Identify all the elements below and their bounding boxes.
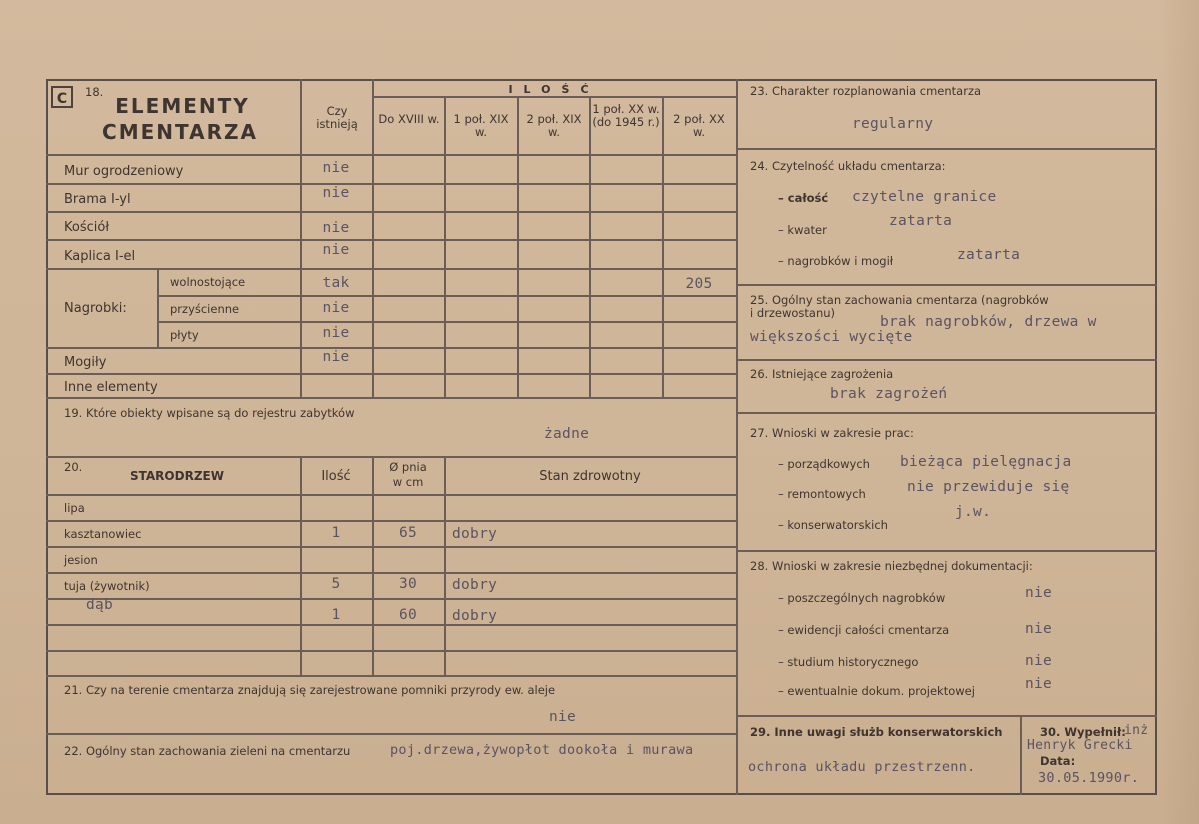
nagrobki-plyty-label: płyty [170,328,199,342]
nagrobki-plyty-value: nie [322,325,350,341]
q25-label-line-2: i drzewostanu) [750,306,836,320]
mogily-label: Mogiły [64,355,107,370]
q24-item-value-kwater: zatarta [889,213,953,229]
tree-qty-tuja: 5 [331,576,341,592]
inne-elementy-label: Inne elementy [64,380,158,395]
q21-label: 21. Czy na terenie cmentarza znajdują się zarejestrowane pomniki przyrody ew. aleje [64,683,556,697]
row-label-mur: Mur ogrodzeniowy [64,164,184,179]
q27-item-value-konserwatorskich: j.w. [955,504,992,520]
q28-item-label-2: – ewidencji całości cmentarza [778,623,950,637]
q28-item-label-3: – studium historycznego [778,655,919,669]
row-label-kosciol: Kościół [64,220,110,235]
q27-item-label-konserwatorskich: – konserwatorskich [778,518,888,532]
q26-label: 26. Istniejące zagrożenia [750,367,894,381]
q28-item-label-4: – ewentualnie dokum. projektowej [778,684,975,698]
q24-item-value-calosc: czytelne granice [852,189,997,205]
q24-item-value-nagrobkow: zatarta [957,247,1021,263]
q25-value-line-1: brak nagrobków, drzewa w [880,314,1097,330]
nagrobki-wolnostojace-label: wolnostojące [170,275,246,289]
tree-name-kasztanowiec: kasztanowiec [64,527,142,541]
q29-label: 29. Inne uwagi służb konserwatorskich [750,725,1003,739]
q19-label: 19. Które obiekty wpisane są do rejestru zabytków [64,406,355,420]
row-label-brama: Brama I-yl [64,192,131,207]
q28-item-value-1: nie [1025,585,1053,601]
q28-item-label-1: – poszczególnych nagrobków [778,591,946,605]
row-value-kosciol: nie [322,220,350,236]
row-value-mur: nie [322,160,350,176]
col-header-period-1: Do XVIII w. [378,112,440,126]
q25-value-line-2: większości wycięte [750,329,913,345]
q28-item-value-2: nie [1025,621,1053,637]
row-label-kaplica: Kaplica I-el [64,249,136,264]
col-header-period-4: 1 poł. XX w. (do 1945 r.) [592,102,660,129]
starodrzew-col-pnia-top: Ø pnia [389,460,427,474]
nagrobki-wolnostojace-value: tak [322,275,350,291]
q30-date: 30.05.1990r. [1038,770,1140,786]
section-number: 18. [85,85,104,99]
q21-value: nie [549,709,577,725]
q30-label: 30. Wypełnił: [1040,725,1126,739]
q28-item-value-4: nie [1025,676,1053,692]
tree-diam-kasztanowiec: 65 [398,525,418,541]
q28-item-value-3: nie [1025,653,1053,669]
q24-item-label-calosc: – całość [778,191,829,205]
q24-item-label-nagrobkow: – nagrobków i mogił [778,254,894,268]
tree-qty-dab: 1 [331,607,341,623]
mogily-value: nie [322,349,350,365]
tree-name-dab: dąb [86,597,114,613]
q26-value: brak zagrożeń [830,386,948,402]
starodrzew-col-ilosc: Ilość [321,469,351,484]
q23-label: 23. Charakter rozplanowania cmentarza [750,84,982,98]
q27-item-label-porzadkowych: – porządkowych [778,457,870,471]
nagrobki-label: Nagrobki: [64,301,127,316]
q27-item-value-porzadkowych: bieżąca pielęgnacja [900,454,1072,470]
q23-value: regularny [852,116,934,132]
q29-value: ochrona układu przestrzenn. [748,759,976,775]
col-header-period-3: 2 poł. XIX w. [526,112,582,139]
tree-state-dab: dobry [452,608,498,624]
row-value-kaplica: nie [322,242,350,258]
starodrzew-title: STARODRZEW [130,469,224,483]
starodrzew-num: 20. [64,460,83,474]
col-header-exists: Czy istnieją [316,104,358,131]
tree-diam-dab: 60 [398,607,418,623]
q27-item-label-remontowych: – remontowych [778,487,866,501]
title-line-1: ELEMENTY [115,94,250,118]
q19-value: żadne [544,426,590,442]
q24-item-label-kwater: – kwater [778,223,827,237]
nagrobki-przyscienne-value: nie [322,300,350,316]
q24-label: 24. Czytelność układu cmentarza: [750,159,946,173]
q30-name-line-2: Henryk Grecki [1027,738,1133,753]
row-value-brama: nie [322,185,350,201]
tree-state-tuja: dobry [452,577,498,593]
q30-date-label: Data: [1040,754,1076,768]
q30-name-line-1: inż [1124,723,1149,738]
q22-label: 22. Ogólny stan zachowania zieleni na cmentarzu [64,744,351,758]
section-letter-box: C [51,86,73,108]
q28-label: 28. Wnioski w zakresie niezbędnej dokumentacji: [750,559,1033,573]
q27-label: 27. Wnioski w zakresie prac: [750,426,914,440]
paper-edge-shadow [1159,0,1199,824]
q25-label-line-1: 25. Ogólny stan zachowania cmentarza (nagrobków [750,293,1049,307]
q22-value: poj.drzewa,żywopłot dookoła i murawa [390,742,694,758]
nagrobki-przyscienne-label: przyścienne [170,302,240,316]
q27-item-value-remontowych: nie przewiduje się [907,479,1070,495]
col-header-ilosc: ILOŚĆ [508,83,600,96]
tree-name-lipa: lipa [64,501,85,515]
tree-name-jesion: jesion [64,553,98,567]
tree-diam-tuja: 30 [398,576,418,592]
tree-state-kasztanowiec: dobry [452,526,498,542]
col-header-period-5: 2 poł. XX w. [673,112,725,139]
starodrzew-col-stan: Stan zdrowotny [539,469,641,484]
starodrzew-col-pnia-bottom: w cm [392,475,424,489]
nagrobki-wolnostojace-count: 205 [685,276,713,292]
col-header-period-2: 1 poł. XIX w. [453,112,509,139]
tree-name-tuja: tuja (żywotnik) [64,579,150,593]
title-line-2: CMENTARZA [102,120,258,144]
tree-qty-kasztanowiec: 1 [331,525,341,541]
